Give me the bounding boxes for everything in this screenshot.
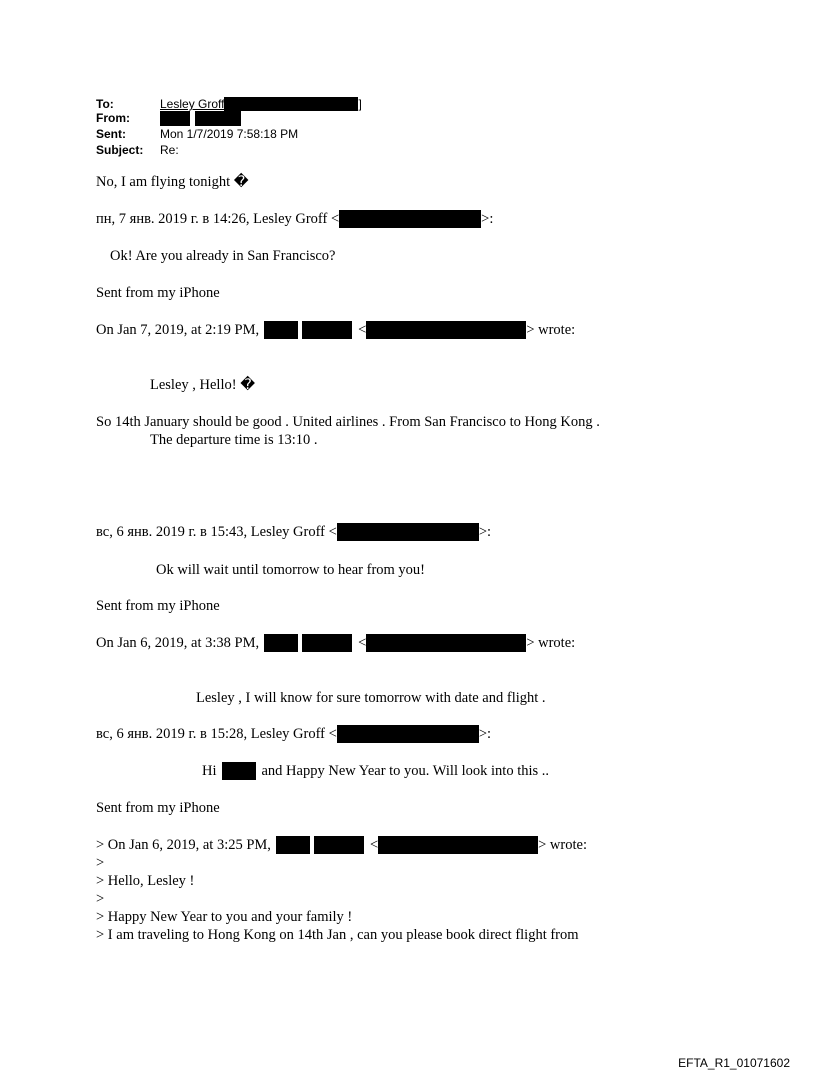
to-value	[160, 97, 362, 111]
greeting-text: Lesley , Hello! �	[150, 377, 256, 393]
quote-header-text: пн, 7 янв. 2019 г. в 14:26, Lesley Groff <	[96, 210, 340, 227]
quote-header-suffix: >:	[478, 523, 492, 540]
quote-header-suffix: >:	[481, 210, 494, 227]
quote-header-suffix: >:	[478, 725, 492, 742]
redaction-block	[160, 111, 190, 126]
on-wrote-text: On Jan 6, 2019, at 3:38 PM,	[96, 634, 260, 651]
subject-value: Re:	[160, 143, 179, 157]
redaction-block	[264, 321, 298, 339]
quoted-line: > I am traveling to Hong Kong on 14th Jan , can you please book direct flight from	[96, 927, 579, 943]
redaction-block	[378, 836, 538, 854]
bracket-close: ]	[358, 97, 362, 111]
redaction-block	[276, 836, 310, 854]
hi-line	[202, 762, 549, 780]
quoted-message: Ok will wait until tomorrow to hear from you!	[156, 562, 426, 578]
flight-info-line: So 14th January should be good . United airlines . From San Francisco to Hong Kong .	[96, 414, 600, 430]
reply-text: No, I am flying tonight �	[96, 174, 249, 190]
sent-label: Sent:	[96, 127, 126, 141]
on-wrote-suffix: > wrote:	[526, 634, 576, 651]
redaction-block	[337, 523, 479, 541]
on-wrote-text: > On Jan 6, 2019, at 3:25 PM,	[96, 836, 271, 853]
redaction-block	[302, 634, 352, 652]
angle-open: <	[358, 321, 367, 338]
redaction-block	[195, 111, 241, 126]
quoted-message: Ok! Are you already in San Francisco?	[110, 248, 336, 264]
redaction-block	[264, 634, 298, 652]
on-wrote-line	[96, 836, 587, 854]
sent-from-signature: Sent from my iPhone	[96, 285, 220, 301]
departure-time-line: The departure time is 13:10 .	[150, 432, 318, 448]
on-wrote-line	[96, 321, 575, 339]
from-value	[160, 111, 241, 126]
document-id: EFTA_R1_01071602	[678, 1056, 790, 1070]
angle-open: <	[358, 634, 367, 651]
quoted-line: >	[96, 855, 105, 871]
hi-text: Hi	[202, 762, 217, 779]
redaction-block	[366, 321, 526, 339]
on-wrote-suffix: > wrote:	[526, 321, 576, 338]
redaction-block	[302, 321, 352, 339]
quoted-line: >	[96, 891, 105, 907]
redaction-block	[339, 210, 481, 228]
quote-header-text: вс, 6 янв. 2019 г. в 15:43, Lesley Groff <	[96, 523, 337, 540]
subject-label: Subject:	[96, 143, 144, 157]
redaction-block	[366, 634, 526, 652]
quote-header	[96, 523, 491, 541]
angle-open: <	[369, 836, 379, 853]
on-wrote-line	[96, 634, 575, 652]
on-wrote-text: On Jan 7, 2019, at 2:19 PM,	[96, 321, 260, 338]
know-for-sure-line: Lesley , I will know for sure tomorrow with date and flight .	[196, 690, 546, 706]
from-label: From:	[96, 111, 130, 125]
quote-header	[96, 210, 493, 228]
redaction-block	[222, 762, 256, 780]
quoted-line: > Hello, Lesley !	[96, 873, 195, 889]
hi-suffix: and Happy New Year to you. Will look into this ..	[261, 762, 550, 779]
sent-value: Mon 1/7/2019 7:58:18 PM	[160, 127, 299, 141]
on-wrote-suffix: > wrote:	[538, 836, 587, 853]
quote-header	[96, 725, 491, 743]
redaction-block	[224, 97, 358, 111]
recipient-name: Lesley Groff	[160, 97, 225, 111]
redaction-block	[337, 725, 479, 743]
sent-from-signature: Sent from my iPhone	[96, 800, 220, 816]
to-label: To:	[96, 97, 114, 111]
sent-from-signature: Sent from my iPhone	[96, 598, 220, 614]
quote-header-text: вс, 6 янв. 2019 г. в 15:28, Lesley Groff <	[96, 725, 337, 742]
quoted-line: > Happy New Year to you and your family !	[96, 909, 353, 925]
redaction-block	[314, 836, 364, 854]
